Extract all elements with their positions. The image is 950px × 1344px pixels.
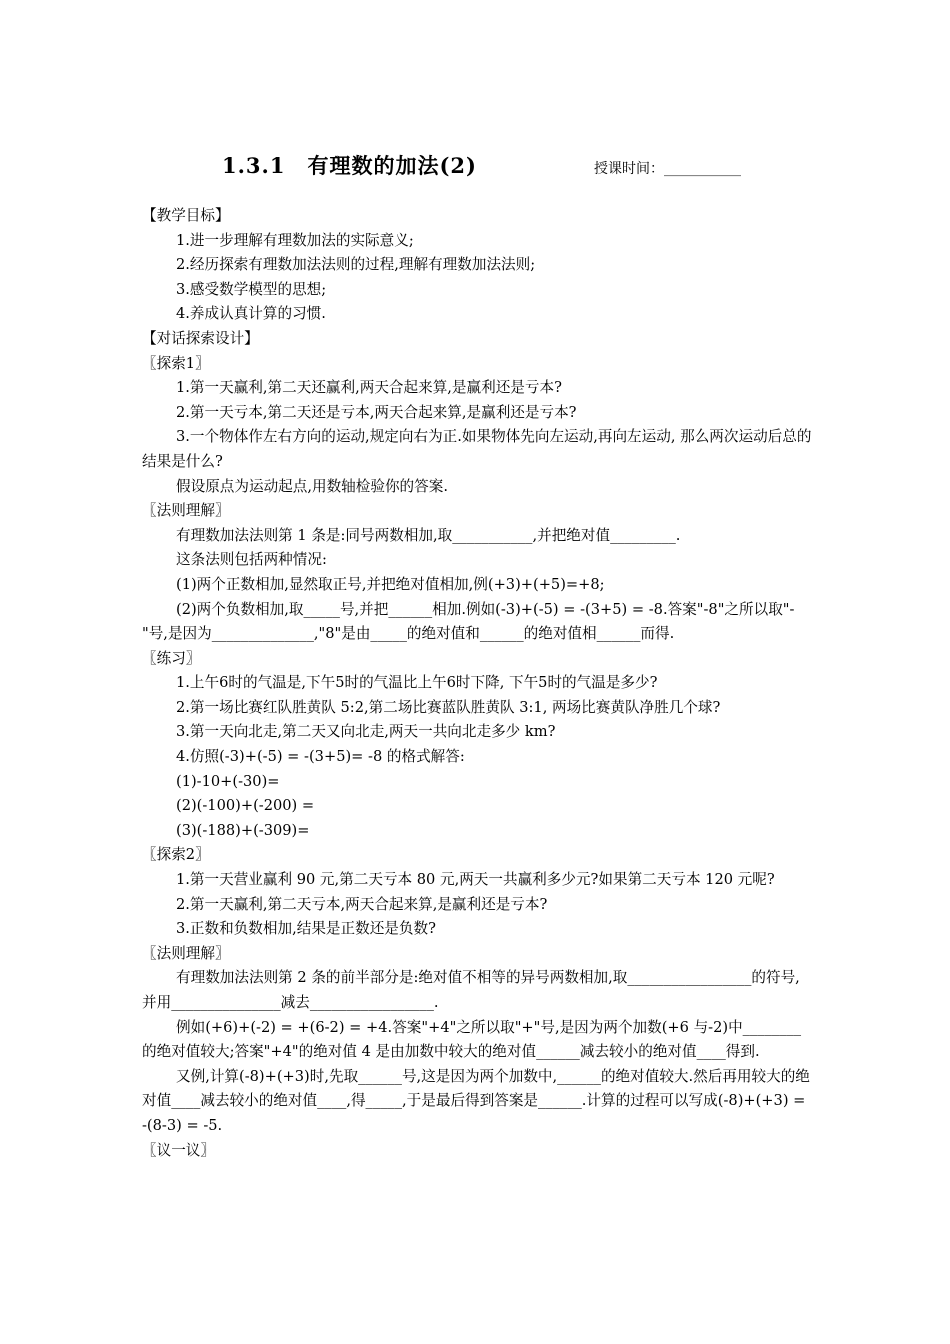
section-heading: 〖探索1〗 xyxy=(142,354,210,372)
text-line: 例如(+6)+(-2) = +(6-2) = +4.答案"+4"之所以取"+"号,是因为两个加数(+6 与-2)中________的绝对值较大;答案"+4"的绝对值 4 是由加数中较大的绝对值______减去较小的绝对值____得到. xyxy=(142,1018,802,1061)
text-line: 4.仿照(-3)+(-5) = -(3+5)= -8 的格式解答: xyxy=(176,748,465,766)
text-line: 2.第一场比赛红队胜黄队 5:2,第二场比赛蓝队胜黄队 3:1, 两场比赛黄队净胜几个球? xyxy=(176,698,721,716)
title-row xyxy=(0,150,950,182)
section-heading: 〖探索2〗 xyxy=(142,846,210,864)
text-line: (1)两个正数相加,显然取正号,并把绝对值相加,例(+3)+(+5)=+8; xyxy=(176,575,605,593)
page-title: 1.3.1 有理数的加法(2) xyxy=(222,153,477,178)
section-heading: 【对话探索设计】 xyxy=(142,329,259,347)
text-line: 1.第一天赢利,第二天还赢利,两天合起来算,是赢利还是亏本? xyxy=(176,379,562,397)
section-heading: 〖法则理解〗 xyxy=(142,944,230,962)
text-line: (2)两个负数相加,取_____号,并把______相加.例如(-3)+(-5) = -(3+5) = -8.答案"-8"之所以取"-"号,是因为______________,"8"是由_____的绝对值和______的绝对值相______而得. xyxy=(142,600,795,643)
text-line: 4.养成认真计算的习惯. xyxy=(176,305,326,323)
text-line: 3.一个物体作左右方向的运动,规定向右为正.如果物体先向左运动,再向左运动, 那么两次运动后总的结果是什么? xyxy=(142,428,812,470)
text-line: 3.正数和负数相加,结果是正数还是负数? xyxy=(176,920,436,938)
text-line: 有理数加法法则第 1 条是:同号两数相加,取___________,并把绝对值_________. xyxy=(176,526,681,544)
section-heading: 〖法则理解〗 xyxy=(142,502,230,520)
text-line: 2.第一天亏本,第二天还是亏本,两天合起来算,是赢利还是亏本? xyxy=(176,403,577,421)
text-line: 1.上午6时的气温是,下午5时的气温比上午6时下降, 下午5时的气温是多少? xyxy=(176,674,658,692)
text-line: 这条法则包括两种情况: xyxy=(176,551,327,569)
text-line: 1.第一天营业赢利 90 元,第二天亏本 80 元,两天一共赢利多少元?如果第二天亏本 120 元呢? xyxy=(176,871,775,889)
class-time-field: 授课时间：___________ xyxy=(594,161,741,177)
text-line: 假设原点为运动起点,用数轴检验你的答案. xyxy=(176,477,448,495)
text-line: (2)(-100)+(-200) = xyxy=(176,797,315,815)
document-body xyxy=(142,204,812,1163)
text-line: 2.经历探索有理数加法法则的过程,理解有理数加法法则; xyxy=(176,256,536,274)
section-heading: 【教学目标】 xyxy=(142,207,230,224)
section-heading: 〖议一议〗 xyxy=(142,1141,215,1159)
text-line: 1.进一步理解有理数加法的实际意义; xyxy=(176,231,414,249)
text-line: (1)-10+(-30)= xyxy=(176,772,280,790)
section-heading: 〖练习〗 xyxy=(142,649,201,667)
text-line: 3.感受数学模型的思想; xyxy=(176,280,327,298)
text-line: (3)(-188)+(-309)= xyxy=(176,821,310,839)
text-line: 2.第一天赢利,第二天亏本,两天合起来算,是赢利还是亏本? xyxy=(176,895,548,913)
text-line: 3.第一天向北走,第二天又向北走,两天一共向北走多少 km? xyxy=(176,723,556,741)
text-line: 又例,计算(-8)+(+3)时,先取______号,这是因为两个加数中,______的绝对值较大.然后再用较大的绝对值____减去较小的绝对值____,得_____,于是最后得到答案是______.计算的过程可以写成(-8)+(+3) = -(8-3) = -5. xyxy=(142,1067,810,1134)
text-line: 有理数加法法则第 2 条的前半部分是:绝对值不相等的异号两数相加,取_________________的符号,并用_______________减去_________________. xyxy=(142,969,800,1011)
